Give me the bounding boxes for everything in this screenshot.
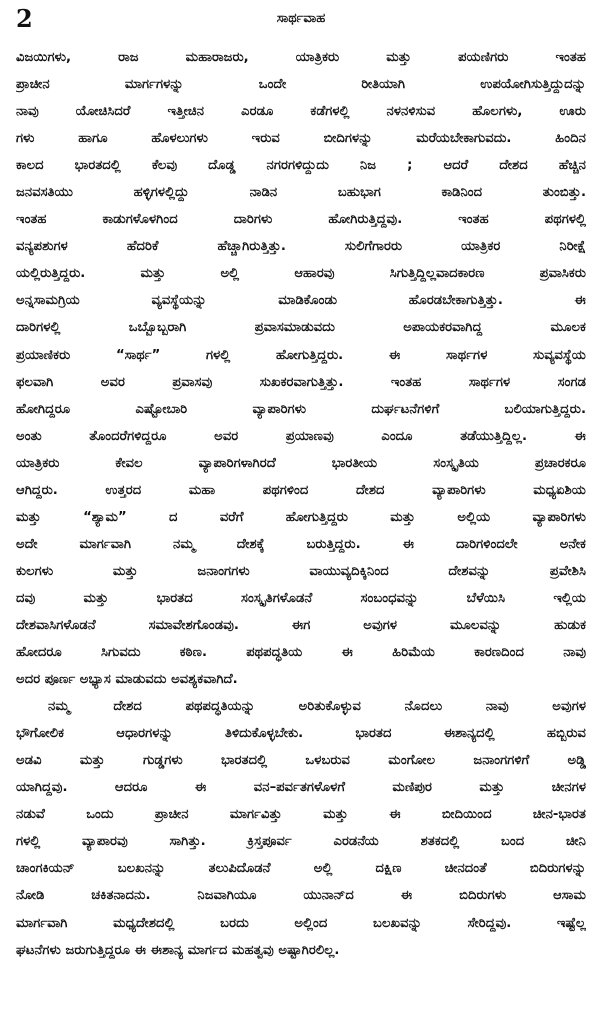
text-line: ಯಾಗಿದ್ದವು. ಆದರೂ ಈ ವನ–ಪರ್ವತಗಳೊಳಗೆ ಮಣಿಪುರ ಮತ್ತು ಚೀನಗಳ: [16, 780, 586, 796]
page-header: [16, 6, 586, 36]
text-line: ಮಾರ್ಗವಾಗಿ ಮಧ್ಯದೇಶದಲ್ಲಿ ಬರದು ಅಲ್ಲಿಂದ ಬಲಖವನ್ನು ಸೇರಿದ್ದವು. ಇಷ್ಟೆಲ್ಲ: [16, 915, 586, 931]
text-line: ಅನ್ನಸಾಮಗ್ರಿಯ ವ್ಯವಸ್ಥೆಯನ್ನು ಮಾಡಿಕೊಂಡು ಹೊರಡಬೇಕಾಗುತ್ತಿತ್ತು. ಈ: [16, 293, 586, 309]
text-line: ಅಡವಿ ಮತ್ತು ಗುಡ್ಡಗಳು ಭಾರತದಲ್ಲಿ ಒಳಬರುವ ಮಂಗೋಲ ಜನಾಂಗಗಳಿಗೆ ಅಡ್ಡಿ: [16, 753, 586, 769]
running-title: ಸಾರ್ಥವಾಹ: [276, 11, 326, 26]
text-line: ಹೋಗಿದ್ದರೂ ಎಷ್ಟೋಬಾರಿ ವ್ಯಾಪಾರಿಗಳು ದುರ್ಘಟನೆಗಳಿಗೆ ಬಲಿಯಾಗುತ್ತಿದ್ದರು.: [16, 401, 586, 417]
text-line: ಭೌಗೋಲಿಕ ಆಧಾರಗಳನ್ನು ತಿಳಿದುಕೊಳ್ಳಬೇಕು. ಭಾರತದ ಈಶಾನ್ಯದಲ್ಲಿ ಹಬ್ಬಿರುವ: [16, 726, 586, 742]
text-line: ದಾರಿಗಳಲ್ಲಿ ಒಬ್ಬೊಬ್ಬರಾಗಿ ಪ್ರವಾಸಮಾಡುವದು ಅಪಾಯಕರವಾಗಿದ್ದ ಮೂಲಕ: [16, 320, 586, 336]
text-line: ಹೋದರೂ ಸಿಗುವದು ಕಠಿಣ. ಪಥಪದ್ಧತಿಯ ಈ ಹಿರಿಮೆಯ ಕಾರಣದಿಂದ ನಾವು: [16, 645, 586, 661]
text-line: ಗಳಲ್ಲಿ ವ್ಯಾಪಾರವು ಸಾಗಿತ್ತು. ಕ್ರಿಸ್ತಪೂರ್ವ ಎರಡನೆಯ ಶತಕದಲ್ಲಿ ಬಂದ ಚೀನಿ: [16, 834, 586, 850]
text-line: ವನ್ಯಪಶುಗಳ ಹೆದರಿಕೆ ಹೆಚ್ಚಾಗಿರುತ್ತಿತ್ತು. ಸುಲಿಗೆಗಾರರು ಯಾತ್ರಿಕರ ನಿರೀಕ್ಷೆ: [16, 239, 586, 255]
text-line: ಜನವಸತಿಯು ಹಳ್ಳಿಗಳಲ್ಲಿದ್ದು ನಾಡಿನ ಬಹುಭಾಗ ಕಾಡಿನಿಂದ ತುಂಬಿತ್ತು.: [16, 185, 586, 201]
text-line: ಮತ್ತು “ಶ್ಯಾಮ” ದ ವರೆಗೆ ಹೋಗುತ್ತಿದ್ದರು ಮತ್ತು ಅಲ್ಲಿಯ ವ್ಯಾಪಾರಿಗಳು: [16, 509, 586, 525]
text-line: ಆಗಿದ್ದರು. ಉತ್ತರದ ಮಹಾ ಪಥಗಳಿಂದ ದೇಶದ ವ್ಯಾಪಾರಿಗಳು ಮಧ್ಯಏಶಿಯ: [16, 482, 586, 498]
page-number: 2: [16, 4, 33, 33]
text-line: ಅಂತು ತೊಂದರೆಗಳಿದ್ದರೂ ಅವರ ಪ್ರಯಾಣವು ಎಂದೂ ತಡೆಯುತ್ತಿದ್ದಿಲ್ಲ. ಈ: [16, 428, 586, 444]
text-line: ವಿಜಯಿಗಳು, ರಾಜ ಮಹಾರಾಜರು, ಯಾತ್ರಿಕರು ಮತ್ತು ಪಯಣಿಗರು ಇಂತಹ: [16, 50, 586, 65]
text-line: ಫಲವಾಗಿ ಅವರ ಪ್ರವಾಸವು ಸುಖಕರವಾಗುತ್ತಿತ್ತು. ಇಂತಹ ಸಾರ್ಥಗಳ ಸಂಗಡ: [16, 374, 586, 390]
text-line: ಗಳು ಹಾಗೂ ಹೊಳಲುಗಳು ಇರುವ ಬೀದಿಗಳನ್ನು ಮರೆಯಬೇಕಾಗುವದು. ಹಿಂದಿನ: [16, 131, 586, 147]
text-line: ನಮ್ಮ ದೇಶದ ಪಥಪದ್ಧತಿಯನ್ನು ಅರಿತುಕೊಳ್ಳುವ ನೊದಲು ನಾವು ಅವುಗಳ: [48, 699, 586, 715]
text-line: ಇಂತಹ ಕಾಡುಗಳೊಳಗಿಂದ ದಾರಿಗಳು ಹೋಗಿರುತ್ತಿದ್ದವು. ಇಂತಹ ಪಥಗಳಲ್ಲಿ: [16, 212, 586, 228]
paragraph: [16, 44, 586, 693]
paragraph: [16, 693, 586, 963]
text-line: ಯಲ್ಲಿರುತ್ತಿದ್ದರು. ಮತ್ತು ಅಲ್ಲಿ ಆಹಾರವು ಸಿಗುತ್ತಿದ್ದಿಲ್ಲವಾದಕಾರಣ ಪ್ರವಾಸಿಕರು: [16, 266, 586, 282]
text-line: ಕಾಲದ ಭಾರತದಲ್ಲಿ ಕೆಲವು ದೊಡ್ಡ ನಗರಗಳಿದ್ದುದು ನಿಜ ; ಆದರೆ ದೇಶದ ಹೆಚ್ಚಿನ: [16, 158, 586, 174]
text-line: ನಡುವೆ ಒಂದು ಪ್ರಾಚೀನ ಮಾರ್ಗವಿತ್ತು ಮತ್ತು ಈ ಬೀದಿಯಿಂದ ಚೀನ-ಭಾರತ: [16, 807, 586, 823]
text-line: ಯಾತ್ರಿಕರು ಕೇವಲ ವ್ಯಾಪಾರಿಗಳಾಗಿರದೆ ಭಾರತೀಯ ಸಂಸ್ಕೃತಿಯ ಪ್ರಚಾರಕರೂ: [16, 455, 586, 471]
body-text: [16, 44, 586, 964]
text-line: ಚಾಂಗಕಿಯನ್ ಬಲಖನನ್ನು ತಲುಪಿದೊಡನೆ ಅಲ್ಲಿ ದಕ್ಷಿಣ ಚೀನದಂತೆ ಬಿದಿರುಗಳನ್ನು: [16, 861, 586, 877]
text-line: ಅದರ ಪೂರ್ಣ ಅಭ್ಯಾಸ ಮಾಡುವದು ಅವಶ್ಯಕವಾಗಿದೆ.: [16, 672, 238, 688]
text-line: ನೋಡಿ ಚಕಿತನಾದನು. ನಿಜವಾಗಿಯೂ ಯುನಾನ್‌ದ ಈ ಬಿದಿರುಗಳು ಆಸಾಮ: [16, 888, 586, 904]
text-line: ಘಟನೆಗಳು ಜರುಗುತ್ತಿದ್ದರೂ ಈ ಈಶಾನ್ಯ ಮಾರ್ಗದ ಮಹತ್ವವು ಅಷ್ಟಾಗಿರಲಿಲ್ಲ.: [16, 942, 340, 958]
text-line: ದೇಶವಾಸಿಗಳೊಡನೆ ಸಮಾವೇಶಗೊಂಡವು. ಈಗ ಅವುಗಳ ಮೂಲವನ್ನು ಹುಡುಕ: [16, 617, 586, 633]
text-line: ಕುಲಗಳು ಮತ್ತು ಜನಾಂಗಗಳು ವಾಯುವ್ಯದಿಕ್ಕಿನಿಂದ ದೇಶವನ್ನು ಪ್ರವೇಶಿಸಿ: [16, 563, 586, 579]
text-line: ಪ್ರಯಾಣಿಕರು “ಸಾರ್ಥ” ಗಳಲ್ಲಿ ಹೋಗುತ್ತಿದ್ದರು. ಈ ಸಾರ್ಥಗಳ ಸುವ್ಯವಸ್ಥೆಯ: [16, 347, 586, 363]
text-line: ದವು ಮತ್ತು ಭಾರತದ ಸಂಸ್ಕೃತಿಗಳೊಡನೆ ಸಂಬಂಧವನ್ನು ಬೆಳೆಯಿಸಿ ಇಲ್ಲಿಯ: [16, 590, 586, 606]
text-line: ಪ್ರಾಚೀನ ಮಾರ್ಗಗಳನ್ನು ಒಂದೇ ರೀತಿಯಾಗಿ ಉಪಯೋಗಿಸುತ್ತಿದ್ದುದನ್ನು: [16, 77, 586, 93]
text-line: ನಾವು ಯೋಚಿಸಿದರೆ ಇತ್ತೀಚಿನ ಎರಡೂ ಕಡೆಗಳಲ್ಲಿ ನಳನಳಿಸುವ ಹೊಲಗಳು, ಊರು: [16, 104, 586, 120]
text-line: ಅದೇ ಮಾರ್ಗವಾಗಿ ನಮ್ಮ ದೇಶಕ್ಕೆ ಬರುತ್ತಿದ್ದರು. ಈ ದಾರಿಗಳಿಂದಲೇ ಅನೇಕ: [16, 536, 586, 552]
